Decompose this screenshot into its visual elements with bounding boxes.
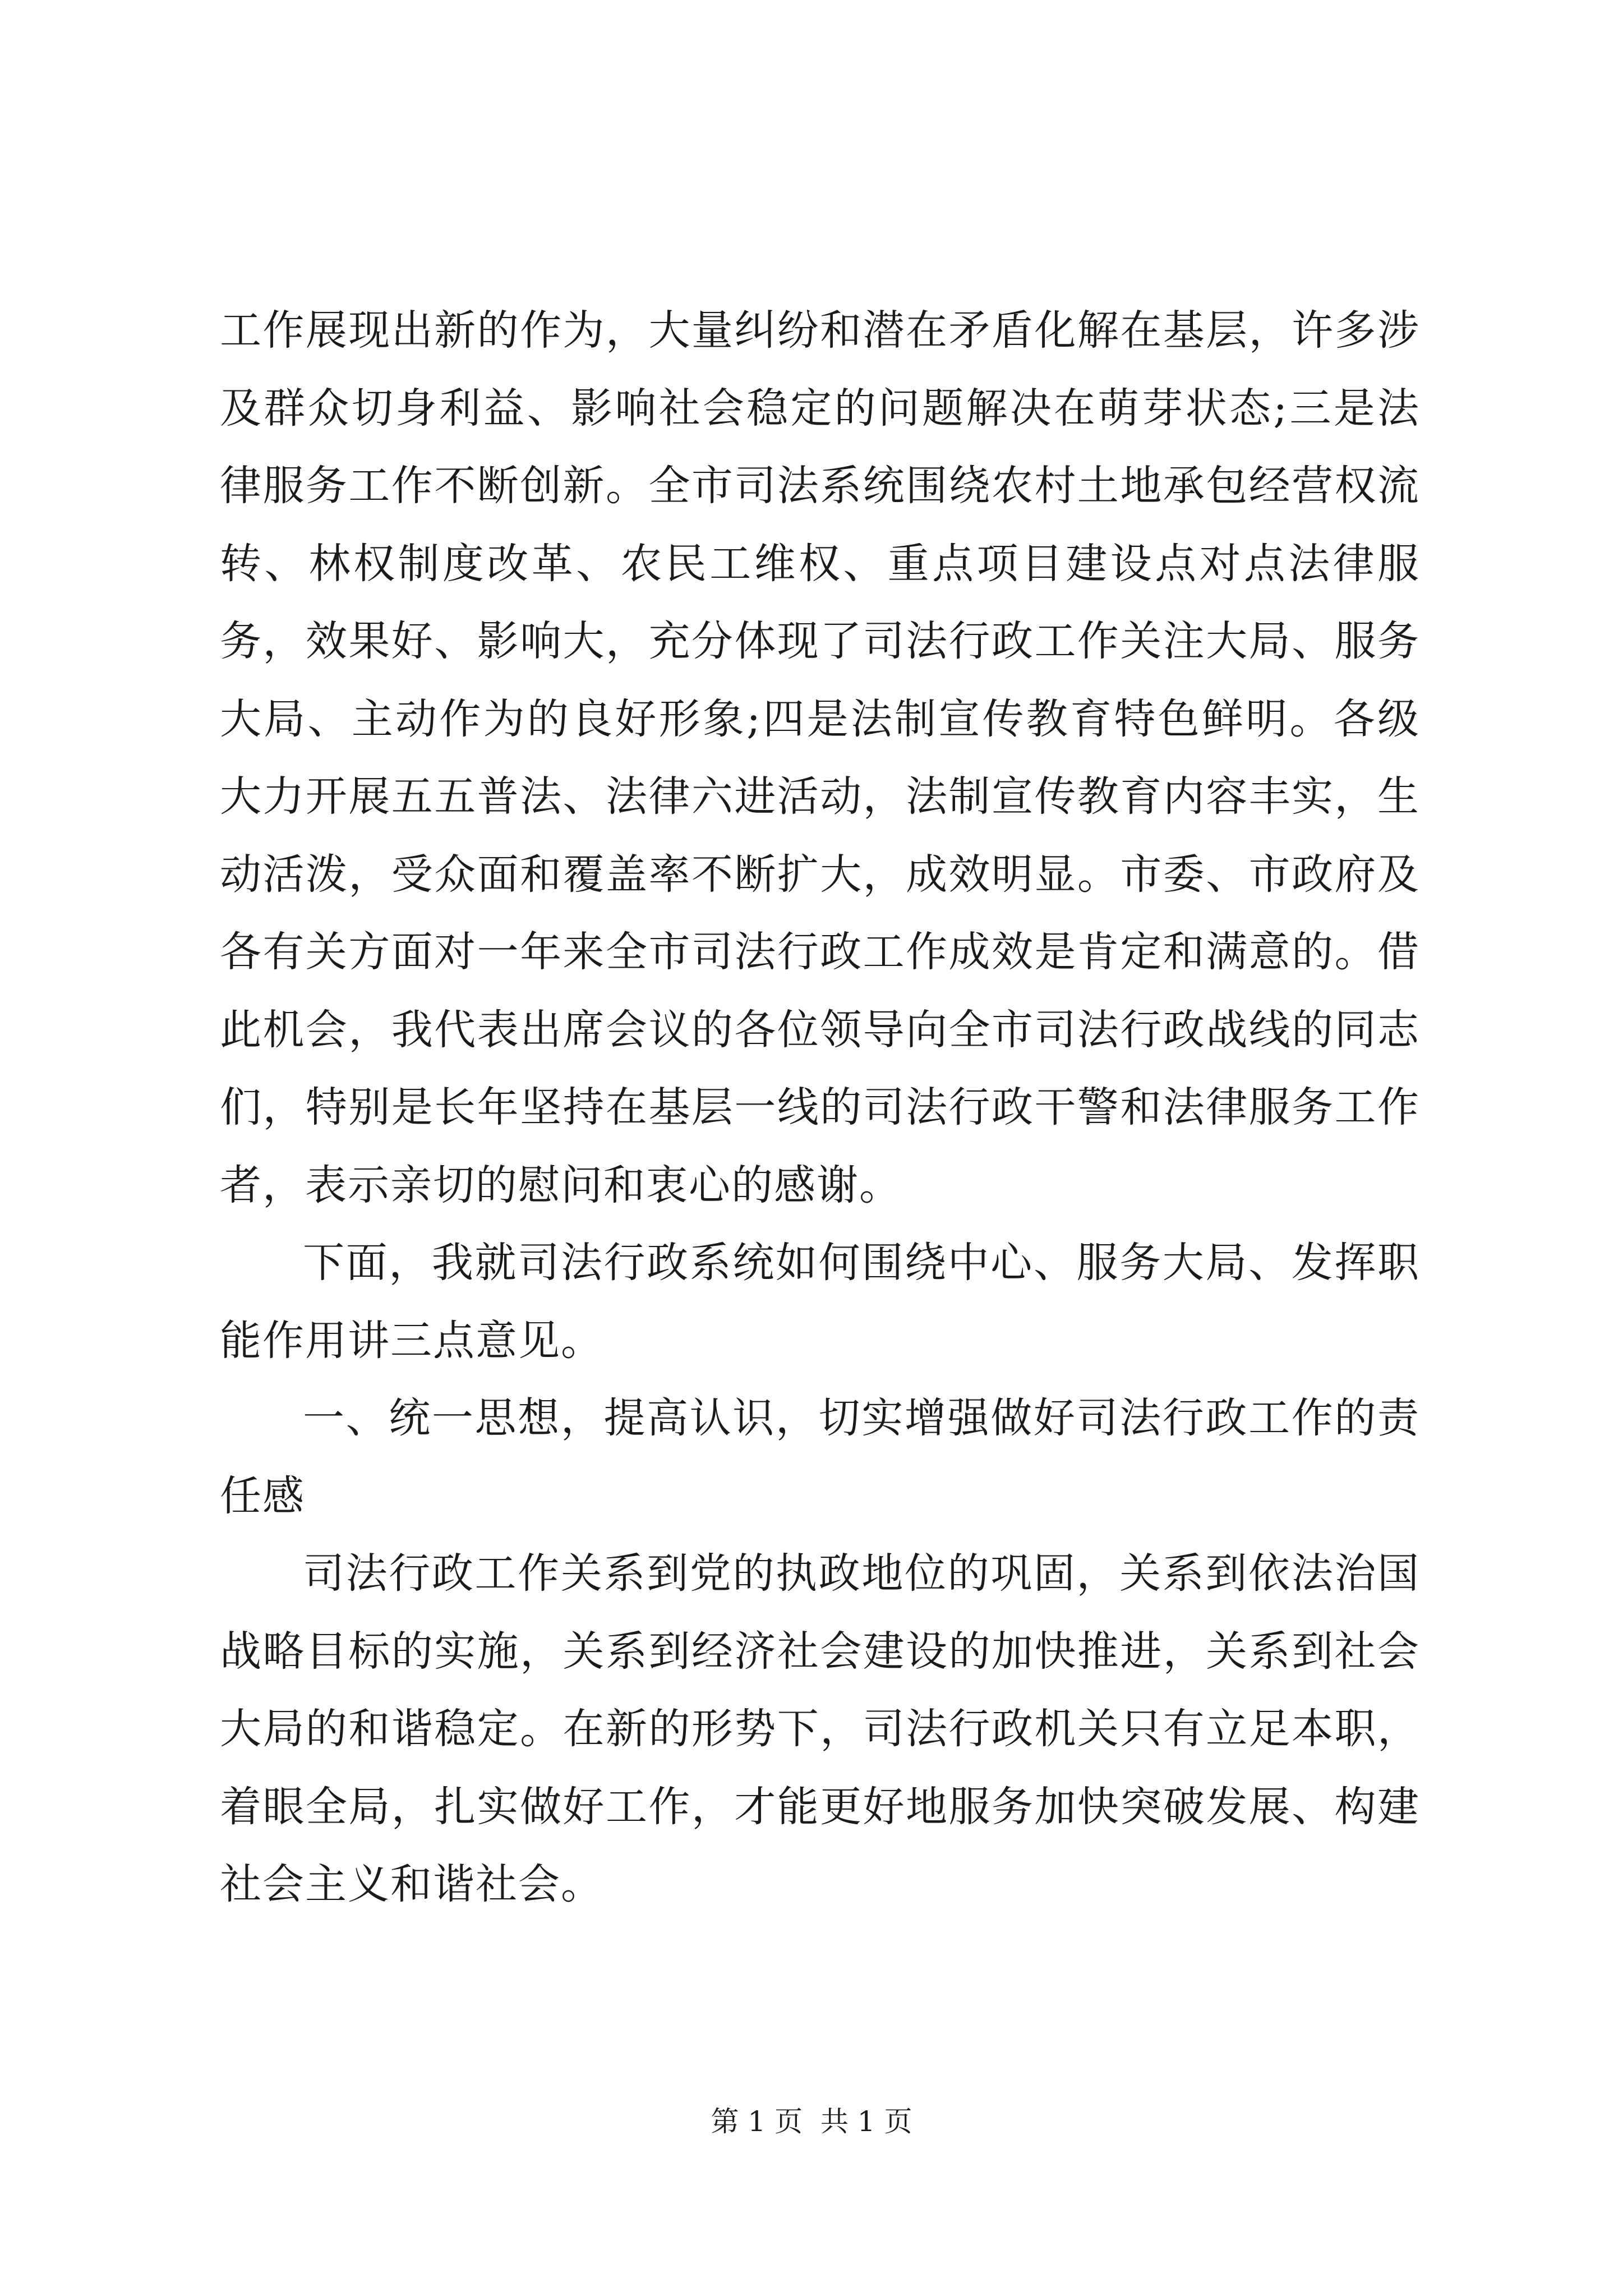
paragraph-continuation: 工作展现出新的作为，大量纠纷和潜在矛盾化解在基层，许多涉及群众切身利益、影响社会稳定的问题解决在萌芽状态;三是法律服务工作不断创新。全市司法系统围绕农村土地承包经营权流转、林权制度改革、农民工维权、重点项目建设点对点法律服务，效果好、影响大，充分体现了司法行政工作关注大局、服务大局、主动作为的良好形象;四是法制宣传教育特色鲜明。各级大力开展五五普法、法律六进活动，法制宣传教育内容丰实，生动活泼，受众面和覆盖率不断扩大，成效明显。市委、市政府及各有关方面对一年来全市司法行政工作成效是肯定和满意的。借此机会，我代表出席会议的各位领导向全市司法行政战线的同志们，特别是长年坚持在基层一线的司法行政干警和法律服务工作者，表示亲切的慰问和衷心的感谢。 (220, 306, 1420, 1209)
paragraph-intro-points: 下面，我就司法行政系统如何围绕中心、服务大局、发挥职能作用讲三点意见。 (220, 1239, 1420, 1365)
section-heading-one: 一、统一思想，提高认识，切实增强做好司法行政工作的责任感 (220, 1394, 1420, 1520)
page-footer (0, 2105, 1623, 2138)
document-body (220, 292, 1420, 1924)
paragraph-section-one: 司法行政工作关系到党的执政地位的巩固，关系到依法治国战略目标的实施，关系到经济社会建设的加快推进，关系到社会大局的和谐稳定。在新的形势下，司法行政机关只有立足本职，着眼全局，扎实做好工作，才能更好地服务加快突破发展、构建社会主义和谐社会。 (220, 1549, 1420, 1908)
page-number-label: 第 1 页 共 1 页 (711, 2105, 912, 2138)
